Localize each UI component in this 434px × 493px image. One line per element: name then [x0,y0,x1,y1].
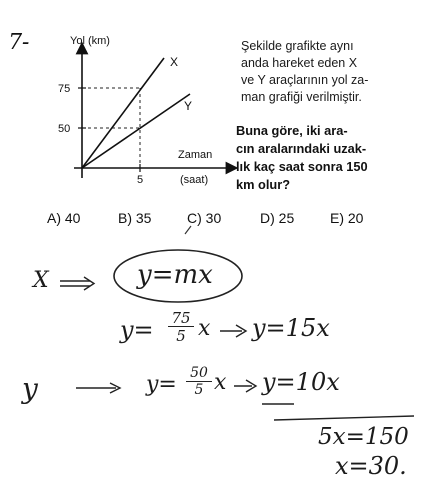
series-y-label: Y [184,99,193,113]
hw-arrow-3 [232,377,260,395]
hw-y-frac-num: 50 [186,366,212,382]
series-x-line [82,58,164,168]
option-a[interactable]: A) 40 [47,210,81,226]
prompt-line: Buna göre, iki ara- [236,123,348,138]
x-tick-5: 5 [137,174,144,186]
option-b[interactable]: B) 35 [118,210,152,226]
question-line: Şekilde grafikte aynı [241,39,354,53]
hw-x-frac-num: 75 [168,310,194,327]
option-c[interactable]: C) 30 [187,210,222,226]
hw-x-result: y=15x [252,314,330,342]
hw-formula-x: y=mx [137,260,213,290]
y-tick-50: 50 [58,123,71,135]
hw-implies-arrow [58,274,98,294]
question-line: man grafiği verilmiştir. [241,90,362,104]
y-axis-label: Yol (km) [70,35,110,47]
answer-tick-mark [183,224,197,236]
hw-x-eq-prefix: y= [120,316,154,344]
hw-solve-1: 5x=150 [318,424,409,450]
question-text [241,38,411,106]
hw-x-frac-den: 5 [176,327,186,345]
prompt-line: km olur? [236,177,291,192]
series-y-line [82,94,193,168]
prompt-line: lık kaç saat sonra 150 [236,159,368,174]
question-line: ve Y araçlarının yol za- [241,73,369,87]
question-number: 7- [5,30,32,55]
question-prompt [236,122,416,194]
hw-y-eq-prefix: y= [146,372,177,397]
hw-y-label: y [22,372,38,405]
hw-long-arrow [74,380,124,396]
hw-y-eq-suffix: x [214,370,227,395]
hw-y-frac-den: 5 [194,382,204,398]
hw-y-result: y=10x [262,368,340,396]
x-axis-unit: (saat) [180,174,209,186]
hw-x-eq-suffix: x [198,316,211,341]
option-e[interactable]: E) 20 [330,210,364,226]
hw-arrow-2 [218,322,250,340]
hw-x-label: X [33,268,49,293]
y-tick-75: 75 [58,83,71,95]
x-axis-label: Zaman [178,149,213,161]
series-x-label: X [170,55,179,69]
option-d[interactable]: D) 25 [260,210,295,226]
distance-time-graph [60,30,240,190]
prompt-line: cın aralarındaki uzak- [236,141,367,156]
question-line: anda hareket eden X [241,56,358,70]
hw-solve-2: x=30. [335,452,407,480]
